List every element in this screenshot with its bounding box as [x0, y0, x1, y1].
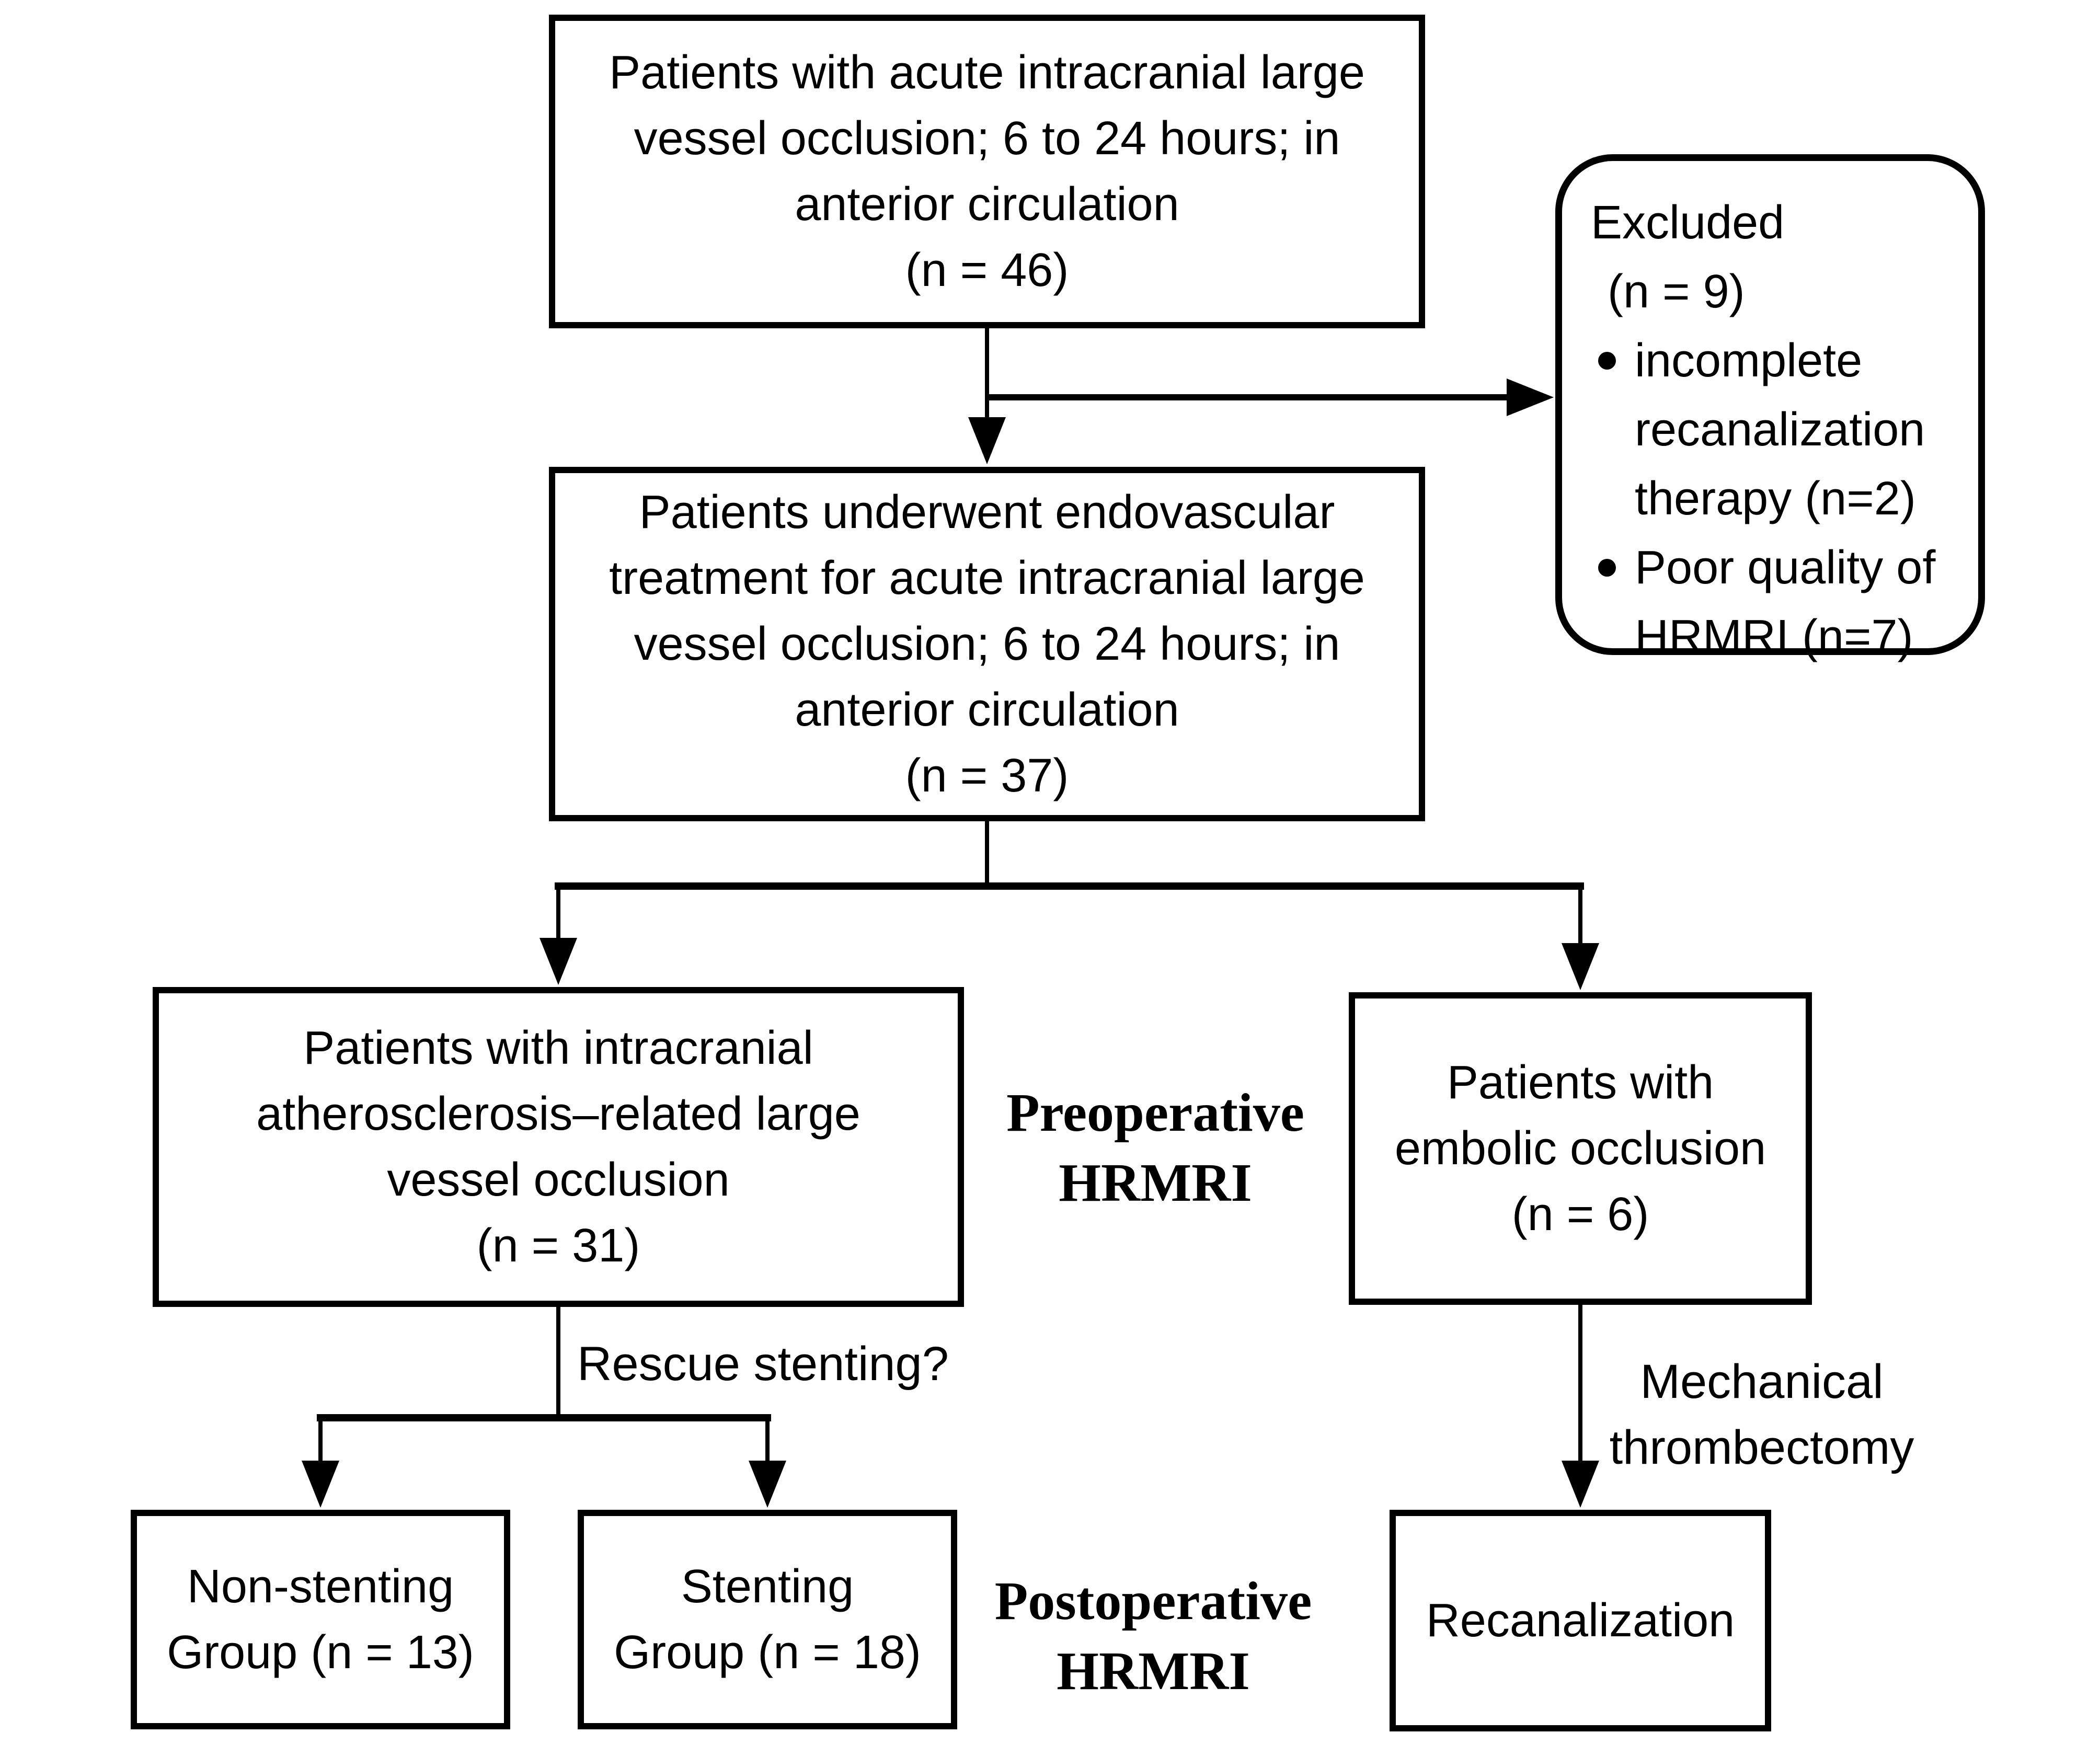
box-text-line: (n = 37)	[905, 750, 1069, 802]
excluded-count: (n = 9)	[1608, 266, 1745, 318]
box-text-line: treatment for acute intracranial large	[609, 552, 1365, 604]
box-text-line: Group (n = 18)	[614, 1626, 921, 1679]
box-atherosclerosis-occlusion	[153, 987, 964, 1307]
box-text-line: Patients with	[1447, 1057, 1714, 1109]
box-excluded	[1555, 154, 1985, 663]
box-non-stenting-group	[131, 1510, 510, 1729]
box-text-line: embolic occlusion	[1394, 1122, 1766, 1175]
arrowhead-into-excluded	[1507, 378, 1554, 416]
label-text-line: Postoperative	[994, 1571, 1312, 1631]
box-text-line: Patients with acute intracranial large	[609, 47, 1365, 99]
label-preoperative-hrmri	[972, 1078, 1338, 1218]
box-text-line: (n = 46)	[905, 244, 1069, 296]
box-text-line: Recanalization	[1426, 1594, 1735, 1647]
label-postoperative-hrmri	[970, 1566, 1336, 1706]
label-text-line: HRMRI	[1057, 1641, 1250, 1701]
label-text-line: thrombectomy	[1609, 1421, 1914, 1474]
box-text-line: anterior circulation	[795, 178, 1179, 231]
excluded-bullet-text: incomplete recanalization therapy (n=2)	[1635, 335, 1925, 525]
excluded-bullet-text: Poor quality of HRMRI (n=7)	[1635, 542, 1936, 663]
box-screened-patients	[549, 15, 1425, 328]
excluded-bullet-item	[1591, 533, 1964, 671]
bullet-dot-icon	[1598, 352, 1616, 370]
box-text-line: Patients underwent endovascular	[639, 486, 1335, 538]
box-text-line: vessel occlusion; 6 to 24 hours; in	[634, 112, 1340, 165]
label-mechanical-thrombectomy	[1589, 1349, 1934, 1480]
bullet-dot-icon	[1598, 559, 1616, 577]
box-text-line: vessel occlusion; 6 to 24 hours; in	[634, 618, 1340, 670]
box-text-line: Non-stenting	[187, 1560, 454, 1613]
excluded-title: Excluded	[1591, 197, 1785, 249]
arrowhead-into-treated	[968, 417, 1006, 464]
box-stenting-group	[578, 1510, 957, 1729]
box-text-line: Patients with intracranial	[303, 1022, 813, 1074]
label-text-line: Preoperative	[1006, 1083, 1304, 1143]
box-recanalization	[1390, 1510, 1771, 1731]
box-text-line: Stenting	[681, 1560, 854, 1613]
box-embolic-occlusion	[1349, 992, 1812, 1305]
arrowhead-into-embolic	[1562, 943, 1599, 990]
arrowhead-into-icas	[540, 938, 577, 985]
box-text-line: Group (n = 13)	[167, 1626, 474, 1679]
label-rescue-stenting: Rescue stenting?	[577, 1337, 949, 1391]
box-text-line: anterior circulation	[795, 684, 1179, 736]
label-text-line: Mechanical	[1640, 1355, 1884, 1408]
box-text-line: atherosclerosis–related large	[256, 1088, 860, 1140]
arrowhead-into-stenting	[749, 1461, 786, 1508]
box-text-line: (n = 31)	[476, 1220, 640, 1272]
arrowhead-into-non-stenting	[302, 1461, 339, 1508]
box-text-line: vessel occlusion	[387, 1154, 730, 1206]
label-text-line: HRMRI	[1059, 1153, 1252, 1213]
excluded-bullet-item	[1591, 326, 1964, 533]
box-treated-patients	[549, 467, 1425, 821]
box-text-line: (n = 6)	[1511, 1188, 1649, 1241]
